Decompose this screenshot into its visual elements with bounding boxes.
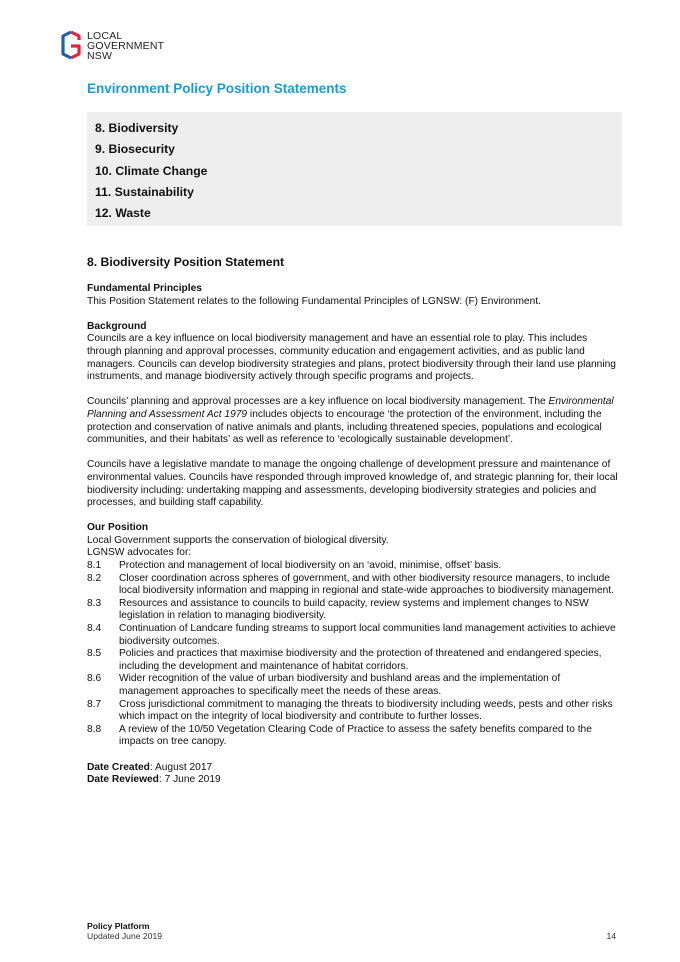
background-paragraph-2 <box>87 396 622 446</box>
table-of-contents <box>87 112 622 226</box>
position-item <box>87 648 622 673</box>
position-item-number: 8.8 <box>87 723 102 735</box>
toc-item-biodiversity[interactable]: 8. Biodiversity <box>95 121 179 135</box>
position-item-number: 8.2 <box>87 572 102 584</box>
background-p2-end: includes objects to encourage ‘the protection of the environment, including the protection and conservation of native animals and plants, including threatened species, populations and ecological communities, and their habitats’ as well as reference to ‘ecologically sustainable development’. <box>87 408 602 446</box>
date-reviewed <box>87 774 622 787</box>
position-item-text: Cross jurisdictional commitment to managing the threats to biodiversity including weeds, pests and other risks which impact on the integrity of local biodiversity and contribute to further losses. <box>119 698 613 723</box>
date-reviewed-label: Date Reviewed <box>87 774 159 786</box>
position-item-number: 8.6 <box>87 673 102 685</box>
background-heading: Background <box>87 320 147 332</box>
background-paragraph-1: Councils are a key influence on local biodiversity management and have an essential role to play. This includes through planning and approval processes, community education and engagement activities, and as public land managers. Councils can develop biodiversity strategies and plans, protect biodiversity through their land use planning instruments, and manage biodiversity actively through specific programs and projects. <box>87 333 616 383</box>
position-item-text: Continuation of Landcare funding streams to support local communities land management activities to achieve biodiversity outcomes. <box>119 623 616 647</box>
position-item <box>87 699 622 724</box>
position-item-text: Closer coordination across spheres of government, and with other biodiversity resource managers, to include local biodiversity information and mapping in regional and state-wide approaches to biodiversity management. <box>119 572 614 597</box>
position-item-number: 8.3 <box>87 597 102 609</box>
position-item <box>87 623 622 648</box>
position-item <box>87 560 622 573</box>
footer-title: Policy Platform <box>87 921 150 931</box>
fundamental-principles-text: This Position Statement relates to the following Fundamental Principles of LGNSW: (F) Environment. <box>87 295 541 307</box>
position-item <box>87 724 622 749</box>
position-item-text: A review of the 10/50 Vegetation Clearing Code of Practice to assess the safety benefits compared to the impacts on tree canopy. <box>119 723 592 748</box>
logo-wordmark <box>87 30 164 61</box>
position-item-number: 8.7 <box>87 698 102 710</box>
position-item-text: Protection and management of local biodiversity on an ‘avoid, minimise, offset’ basis. <box>119 560 502 572</box>
position-intro-1: Local Government supports the conservation of biological diversity. <box>87 534 389 546</box>
position-item <box>87 573 622 598</box>
toc-item-sustainability[interactable]: 11. Sustainability <box>95 184 194 199</box>
position-item-text: Resources and assistance to councils to build capacity, review systems and implement changes to NSW legislation in relation to managing biodiversity. <box>119 597 589 622</box>
toc-item-waste[interactable]: 12. Waste <box>95 206 151 221</box>
date-created-label: Date Created <box>87 761 150 773</box>
position-item-number: 8.1 <box>87 560 102 572</box>
fundamental-principles-heading: Fundamental Principles <box>87 283 202 294</box>
footer-updated: Updated June 2019 <box>87 931 163 942</box>
date-created <box>87 762 622 775</box>
page-footer <box>87 921 162 941</box>
section-content <box>87 283 622 787</box>
logo-line-3: NSW <box>87 50 113 62</box>
page-title: Environment Policy Position Statements <box>87 81 347 96</box>
page-number: 14 <box>606 931 616 941</box>
background-p2-start: Councils’ planning and approval processes are a key influence on local biodiversity management. The <box>87 396 549 408</box>
our-position-heading: Our Position <box>87 522 149 534</box>
position-item-number: 8.5 <box>87 648 102 660</box>
date-created-value: : August 2017 <box>149 761 213 773</box>
section-heading: 8. Biodiversity Position Statement <box>87 255 285 269</box>
background-paragraph-3: Councils have a legislative mandate to manage the ongoing challenge of development pressure and maintenance of environmental values. Councils have responded through improved knowledge of, and strategic planning for, their local biodiversity including: undertaking mapping and assessments, developing biodiversity strategies and policies and processes, and building staff capability. <box>87 459 618 509</box>
toc-item-climate-change[interactable]: 10. Climate Change <box>95 163 208 178</box>
position-intro-2: LGNSW advocates for: <box>87 547 192 559</box>
date-reviewed-value: : 7 June 2019 <box>158 774 221 786</box>
logo-line-1: LOCAL <box>87 30 123 42</box>
toc-item-biosecurity[interactable]: 9. Biosecurity <box>95 142 175 157</box>
position-item <box>87 673 622 698</box>
lgnsw-g-logo-icon <box>60 30 82 60</box>
lgnsw-logo <box>60 30 164 61</box>
position-item <box>87 598 622 623</box>
logo-line-2: GOVERNMENT <box>87 40 165 52</box>
position-item-number: 8.4 <box>87 623 102 635</box>
position-item-text: Policies and practices that maximise biodiversity and the protection of threatened and endangered species, including the development and maintenance of habitat corridors. <box>119 648 602 672</box>
position-item-text: Wider recognition of the value of urban biodiversity and bushland areas and the implementation of management approaches to specifically meet the needs of these areas. <box>119 673 561 697</box>
act-title: Environmental Planning and Assessment Act 1979 <box>87 396 614 420</box>
